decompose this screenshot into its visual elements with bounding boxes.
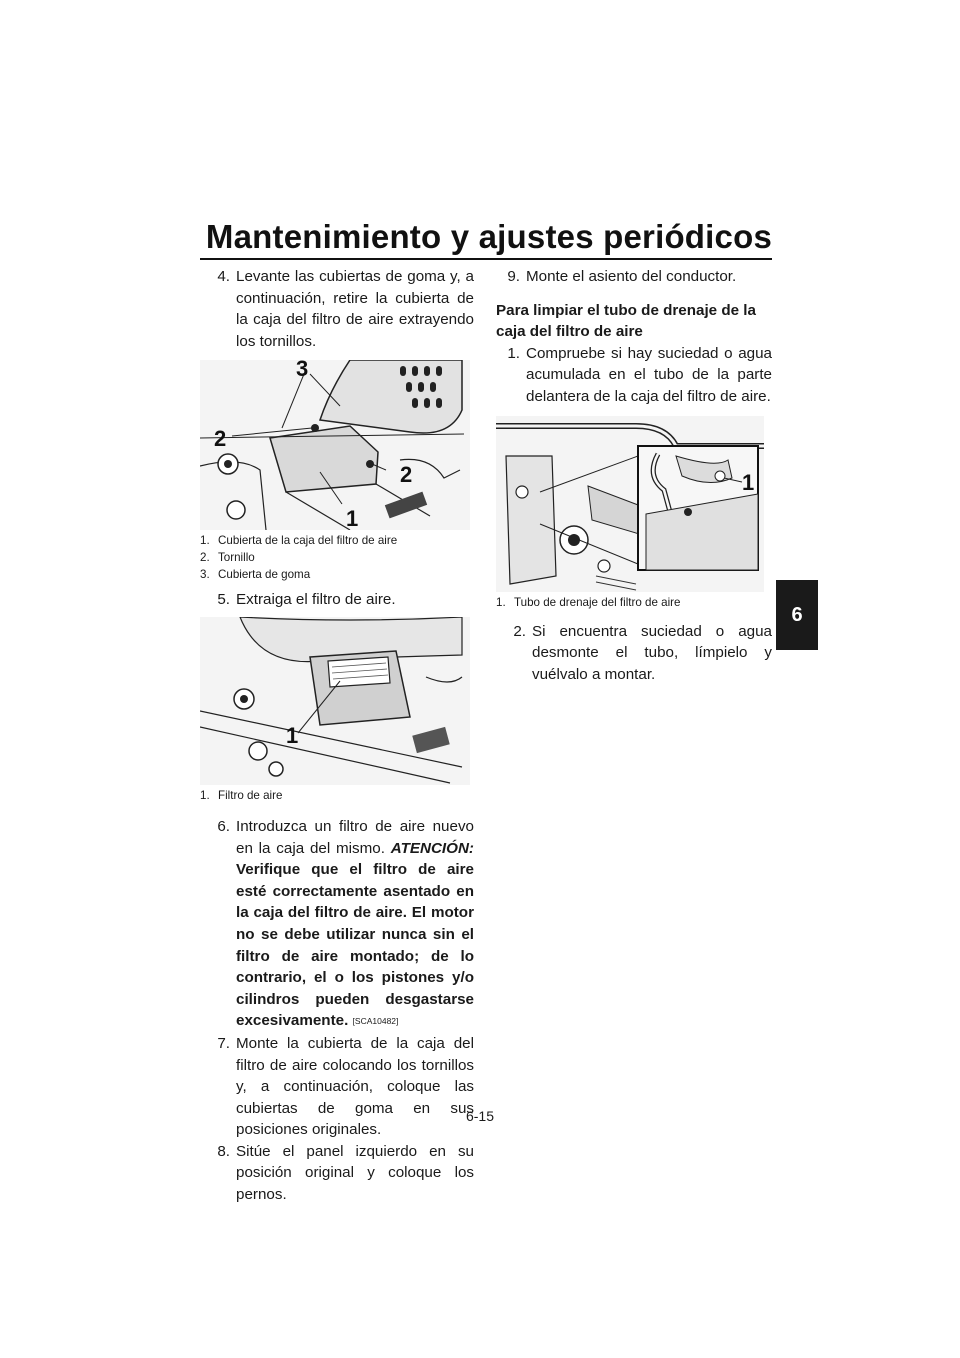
step-4 [200,266,474,352]
figure-captions [200,787,474,804]
step-text: Levante las cubiertas de goma y, a continuación, retire la cubierta de la caja del filtro de aire extrayendo los tornillos. [236,268,474,350]
caption-text: Cubierta de la caja del filtro de aire [218,534,398,548]
caption-number: 3. [200,568,210,582]
figure-label: 1 [286,722,299,748]
right-column [496,266,772,685]
figure-label: 1 [742,469,755,495]
warning-text: Verifique que el filtro de aire esté correctamente asentado en la caja del filtro de aire. El motor no se debe utilizar nunca sin el filtro de aire montado; de lo contrario, el o los pistones y/o cilindros pueden desgastarse excesivamente. [236,861,474,1030]
chapter-tab: 6 [776,580,818,650]
caption-text: Tubo de drenaje del filtro de aire [514,595,681,609]
step-number: 9. [507,268,520,285]
header-rule [200,258,772,260]
step-instruction: Introduzca un filtro de aire nuevo en la caja del mismo. [236,817,474,857]
step-text: Si encuentra suciedad o agua desmonte el tubo, límpielo y vuélvalo a montar. [532,622,772,683]
step-5 [200,589,474,611]
figure-label: 2 [400,462,413,488]
figure-label: 2 [214,426,227,452]
caption-row [200,549,474,566]
step-text: Extraiga el filtro de aire. [236,591,396,609]
airbox-cover-illustration [200,360,470,530]
step-7 [200,1033,474,1141]
step-text [236,816,474,1033]
step-1 [496,343,772,408]
step-2 [496,621,772,686]
figure-captions [496,594,772,611]
caption-text: Cubierta de goma [218,568,311,582]
figure-airbox-cover [200,360,470,530]
step-text: Sitúe el panel izquierdo en su posición original y coloque los pernos. [236,1142,474,1204]
step-text: Monte el asiento del conductor. [526,268,737,285]
step-number: 4. [217,268,230,285]
step-9 [496,266,772,288]
figure-label: 3 [296,360,309,382]
step-text: Monte la cubierta de la caja del filtro de aire colocando los tornillos y, a continuación, coloque las cubiertas de goma en sus posiciones originales. [236,1034,474,1139]
caption-number: 1. [496,595,506,609]
air-filter-illustration [200,617,470,785]
figure-air-filter [200,617,470,785]
caption-text: Filtro de aire [218,788,283,802]
caption-number: 2. [200,551,210,565]
page-title: Mantenimiento y ajustes periódicos [205,218,772,255]
drain-tube-illustration [496,416,764,592]
figure-drain-tube [496,416,764,592]
step-number: 7. [217,1034,230,1052]
step-number: 5. [217,591,230,609]
warning-code: [SCA10482] [352,1016,399,1027]
caption-row [200,787,474,804]
warning-heading: ATENCIÓN: [390,839,474,857]
caption-number: 1. [200,788,210,802]
step-number: 1. [507,344,520,362]
step-number: 6. [217,817,230,835]
section-heading: Para limpiar el tubo de drenaje de la caja del filtro de aire [496,301,756,341]
caption-number: 1. [200,534,210,548]
step-8 [200,1141,474,1206]
caption-row [200,532,474,549]
left-column [200,266,474,1206]
caption-row [496,594,772,611]
page-number: 6-15 [465,1108,495,1124]
step-number: 8. [217,1142,230,1160]
caption-text: Tornillo [218,551,255,565]
step-number: 2. [513,622,526,640]
figure-label: 1 [346,506,359,531]
step-6 [200,816,474,1033]
step-text: Compruebe si hay suciedad o agua acumulada en el tubo de la parte delantera de la caja del filtro de aire. [526,344,772,405]
figure-captions [200,532,474,583]
caption-row [200,566,474,583]
